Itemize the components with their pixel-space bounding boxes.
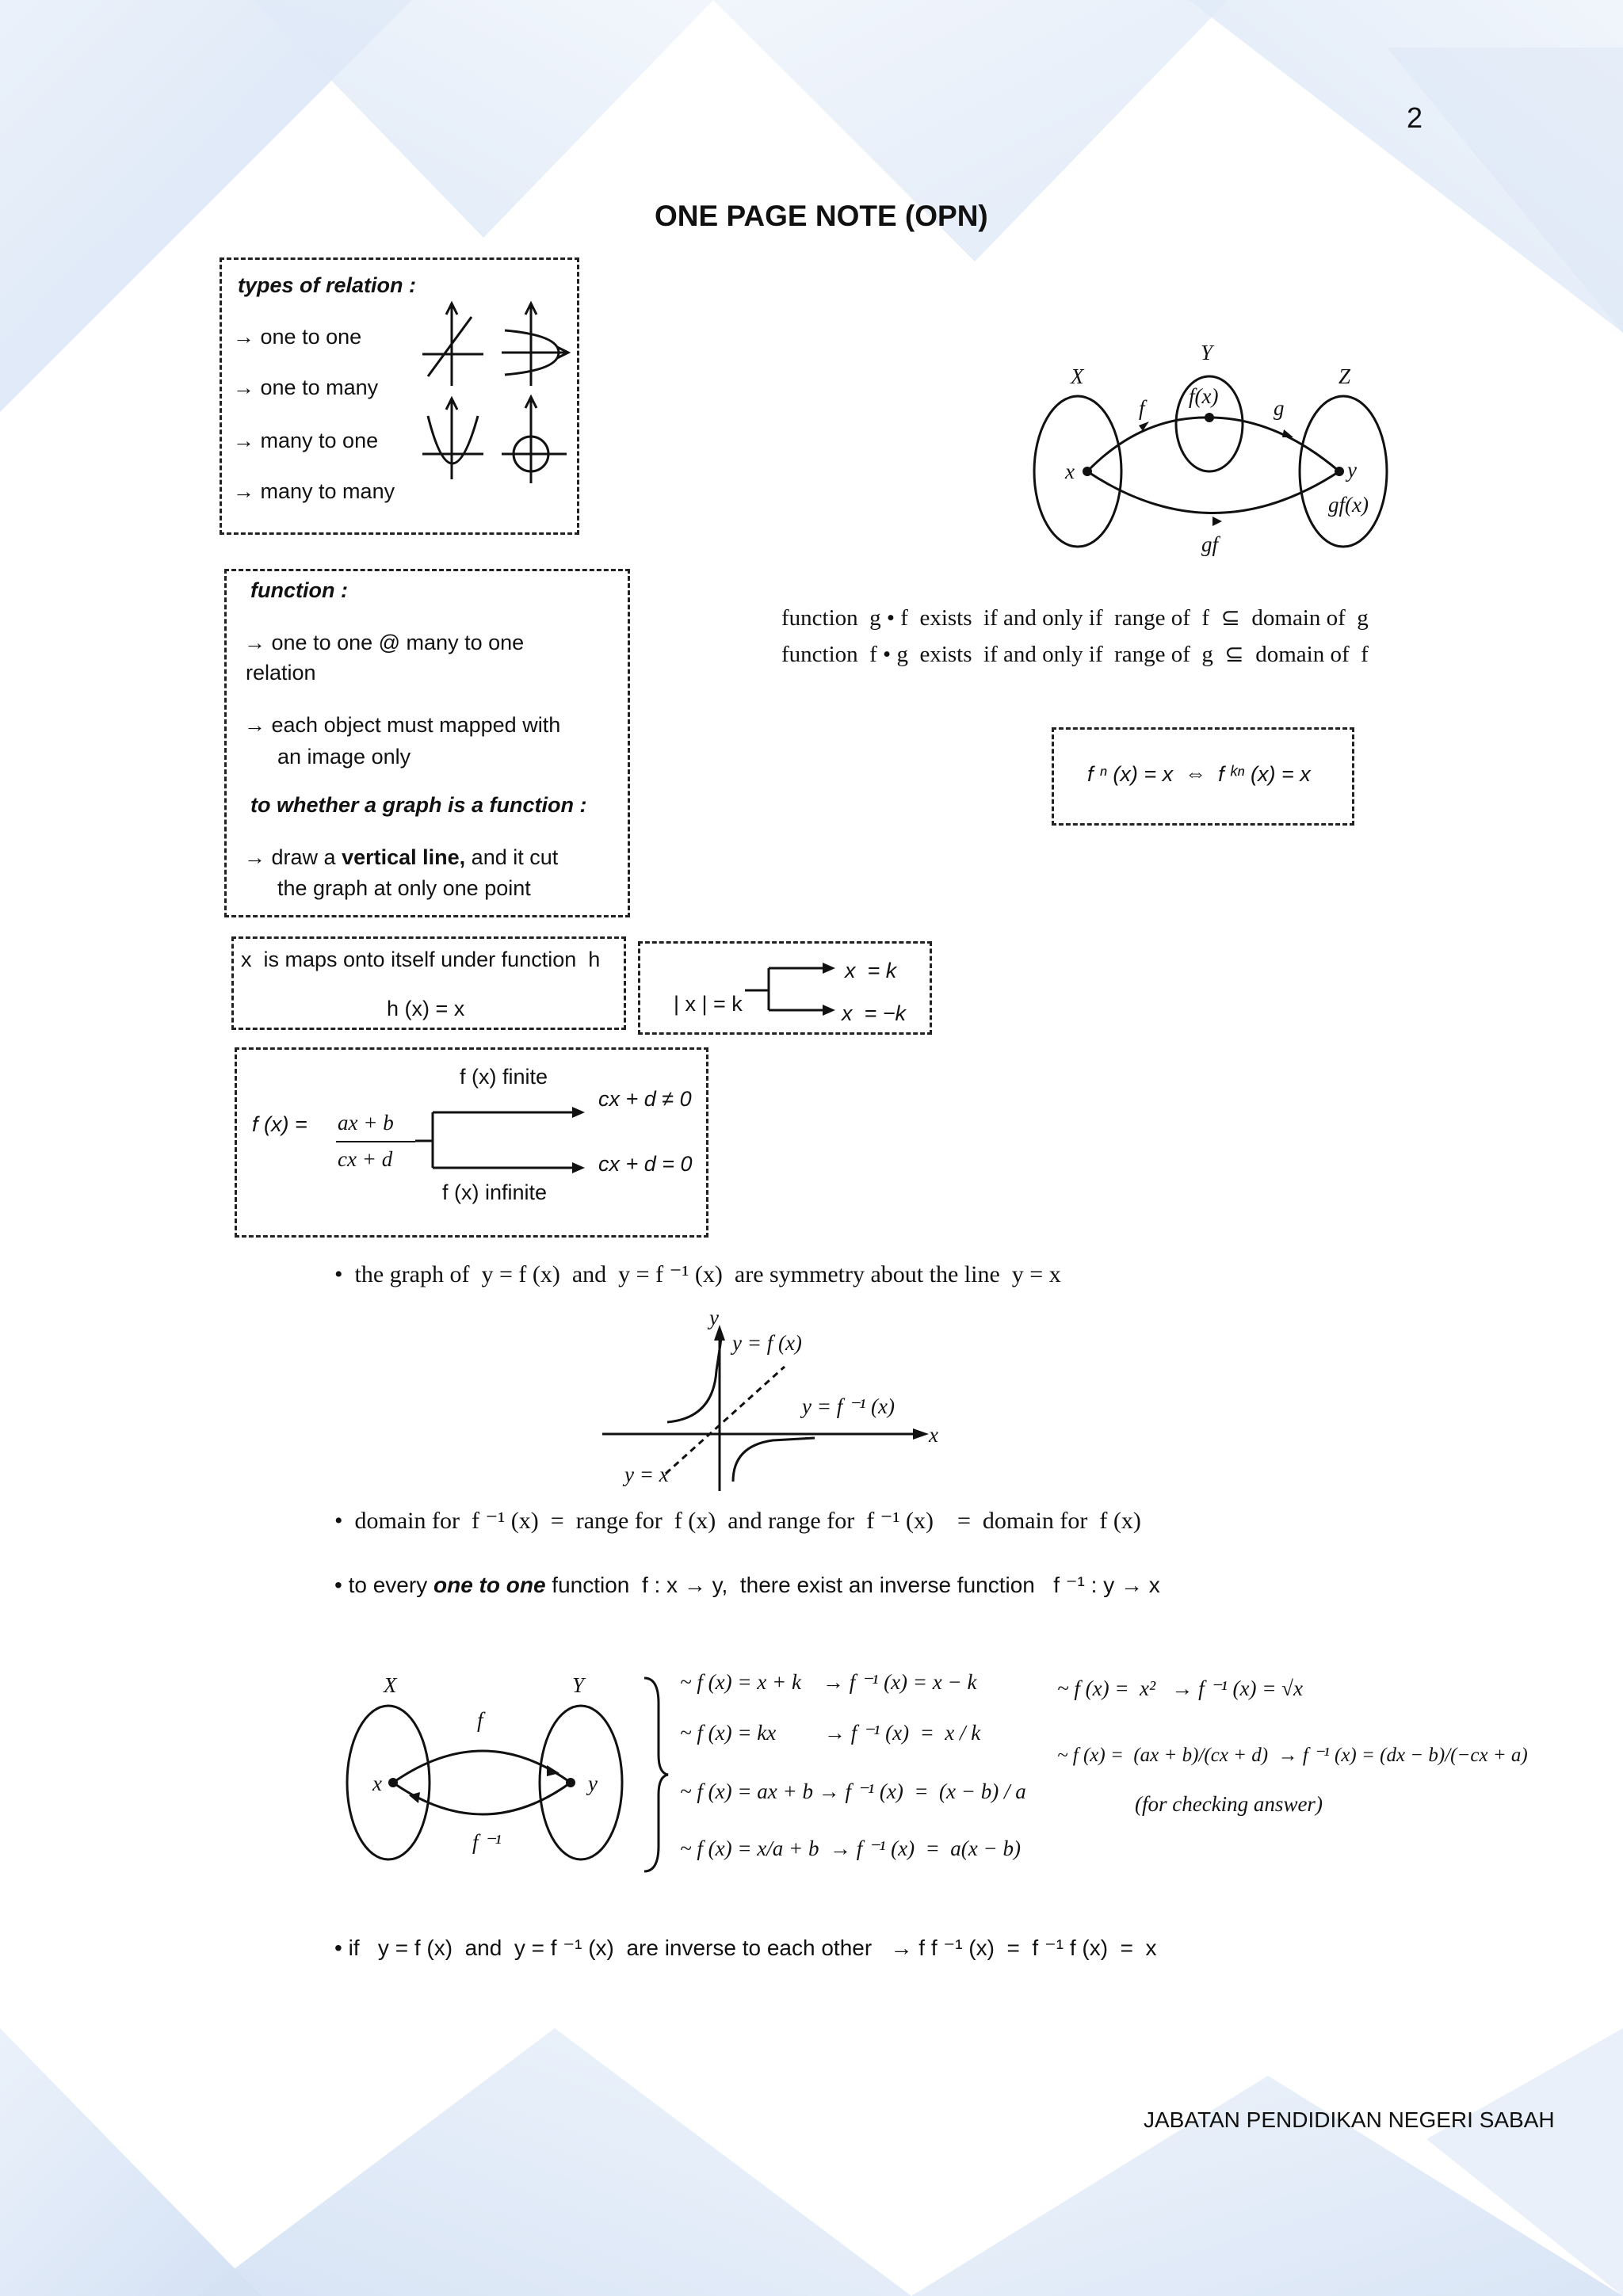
diagram-element-label: f(x)	[1189, 384, 1219, 408]
bullet-item: • domain for f ⁻¹ (x) = range for f (x) and range for f ⁻¹ (x) = domain for f (x)	[334, 1508, 1141, 1534]
inverse-formula: ~ f (x) = ax + b → f ⁻¹ (x) = (x − b) / a	[680, 1779, 1026, 1803]
graph-curve-label: y = f (x)	[732, 1331, 802, 1355]
diagram-arrow-label: gf	[1201, 532, 1219, 556]
composite-rule: function g • f exists if and only if range of f ⊆ domain of g	[781, 605, 1369, 631]
branch-arrows-icon	[415, 1101, 590, 1188]
arrow-icon: →	[244, 713, 272, 737]
diagram-element-label: y	[1347, 458, 1357, 482]
diagram-set-label: Z	[1338, 364, 1351, 388]
diagram-element-label: y	[588, 1772, 598, 1795]
graph-axis-label: x	[929, 1423, 938, 1447]
function-line: an image only	[277, 745, 411, 769]
bullet-item: • to every one to one function f : x → y, there exist an inverse function f ⁻¹ : y → x	[334, 1573, 1160, 1597]
bullet-icon: •	[334, 1508, 355, 1534]
diagram-set-label: X	[384, 1673, 397, 1697]
rational-fx: f (x) =	[252, 1112, 307, 1136]
diagram-element-label: gf(x)	[1328, 493, 1369, 517]
function-subheading: to whether a graph is a function :	[250, 793, 587, 817]
function-line: the graph at only one point	[277, 876, 531, 900]
brace-icon	[638, 1672, 670, 1878]
relation-item: → one to many	[233, 376, 379, 399]
arrow-icon: →	[233, 429, 261, 452]
function-line: → draw a vertical line, and it cut	[244, 845, 559, 869]
diagram-arrow-label: f ⁻¹	[472, 1830, 502, 1854]
fraction-bar	[336, 1141, 415, 1142]
condition-label: cx + d ≠ 0	[598, 1087, 692, 1111]
checking-note: (for checking answer)	[1135, 1792, 1323, 1816]
diagram-arrow-label: g	[1274, 396, 1285, 420]
function-heading: function :	[250, 578, 348, 602]
function-line: relation	[246, 661, 316, 685]
relation-item: → many to many	[233, 479, 395, 503]
bullet-item: • the graph of y = f (x) and y = f ⁻¹ (x) are symmetry about the line y = x	[334, 1261, 1061, 1287]
diagram-element-label: x	[1065, 460, 1075, 483]
diagram-set-label: X	[1071, 364, 1084, 388]
diagram-set-label: Y	[572, 1673, 585, 1697]
arrow-icon: →	[233, 325, 261, 349]
diagram-element-label: x	[372, 1772, 382, 1795]
bullet-item: • if y = f (x) and y = f ⁻¹ (x) are inverse to each other → f f ⁻¹ (x) = f ⁻¹ f (x) = x	[334, 1936, 1157, 1960]
diagram-arrow-label: f	[1139, 396, 1145, 420]
arrow-icon: →	[233, 376, 261, 399]
infinite-label: f (x) infinite	[442, 1180, 548, 1204]
absolute-solution: x = k	[845, 959, 897, 982]
composite-rule: function f • g exists if and only if range of g ⊆ domain of f	[781, 642, 1369, 667]
fixed-point-formula: h (x) = x	[387, 997, 465, 1020]
fixed-point-text: x is maps onto itself under function h	[241, 948, 601, 971]
inverse-formula: ~ f (x) = kx → f ⁻¹ (x) = x / k	[680, 1721, 981, 1745]
graph-curve-label: y = f ⁻¹ (x)	[802, 1394, 896, 1418]
inverse-formula: ~ f (x) = x/a + b → f ⁻¹ (x) = a(x − b)	[680, 1836, 1021, 1860]
finite-label: f (x) finite	[460, 1065, 548, 1089]
relation-heading: types of relation :	[238, 273, 417, 297]
diagram-arrow-label: f	[477, 1708, 483, 1732]
relation-item: → one to one	[233, 325, 362, 349]
graph-line-label: y = x	[624, 1463, 669, 1486]
condition-label: cx + d = 0	[598, 1152, 693, 1176]
function-line: → one to one @ many to one	[244, 631, 525, 654]
iteration-formula: f ⁿ (x) = x ⇔ f ᵏⁿ (x) = x	[1087, 762, 1311, 786]
bullet-icon: •	[334, 1936, 349, 1960]
rational-numerator: ax + b	[338, 1111, 394, 1135]
diagram-set-label: Y	[1201, 341, 1213, 364]
page-number: 2	[1407, 101, 1423, 134]
arrow-icon: →	[244, 845, 272, 869]
rational-denominator: cx + d	[338, 1147, 393, 1171]
graph-axis-label: y	[709, 1306, 719, 1329]
page-footer: JABATAN PENDIDIKAN NEGERI SABAH	[1144, 2107, 1555, 2132]
inverse-formula: ~ f (x) = x² → f ⁻¹ (x) = √x	[1057, 1676, 1303, 1700]
arrow-icon: →	[244, 631, 272, 654]
function-line: → each object must mapped with	[244, 713, 561, 737]
inverse-formula: ~ f (x) = (ax + b)/(cx + d) → f ⁻¹ (x) = (dx − b)/(−cx + a)	[1057, 1745, 1528, 1766]
inverse-formula: ~ f (x) = x + k → f ⁻¹ (x) = x − k	[680, 1670, 977, 1694]
branch-arrows-icon	[745, 960, 840, 1016]
absolute-solution: x = −k	[842, 1001, 907, 1025]
absolute-equation: | x | = k	[674, 992, 743, 1016]
bullet-icon: •	[334, 1573, 349, 1597]
bullet-icon: •	[334, 1261, 355, 1287]
relation-graphs-icon	[416, 297, 575, 487]
relation-item: → many to one	[233, 429, 379, 452]
arrow-icon: →	[233, 479, 261, 503]
page-title: ONE PAGE NOTE (OPN)	[655, 200, 988, 232]
